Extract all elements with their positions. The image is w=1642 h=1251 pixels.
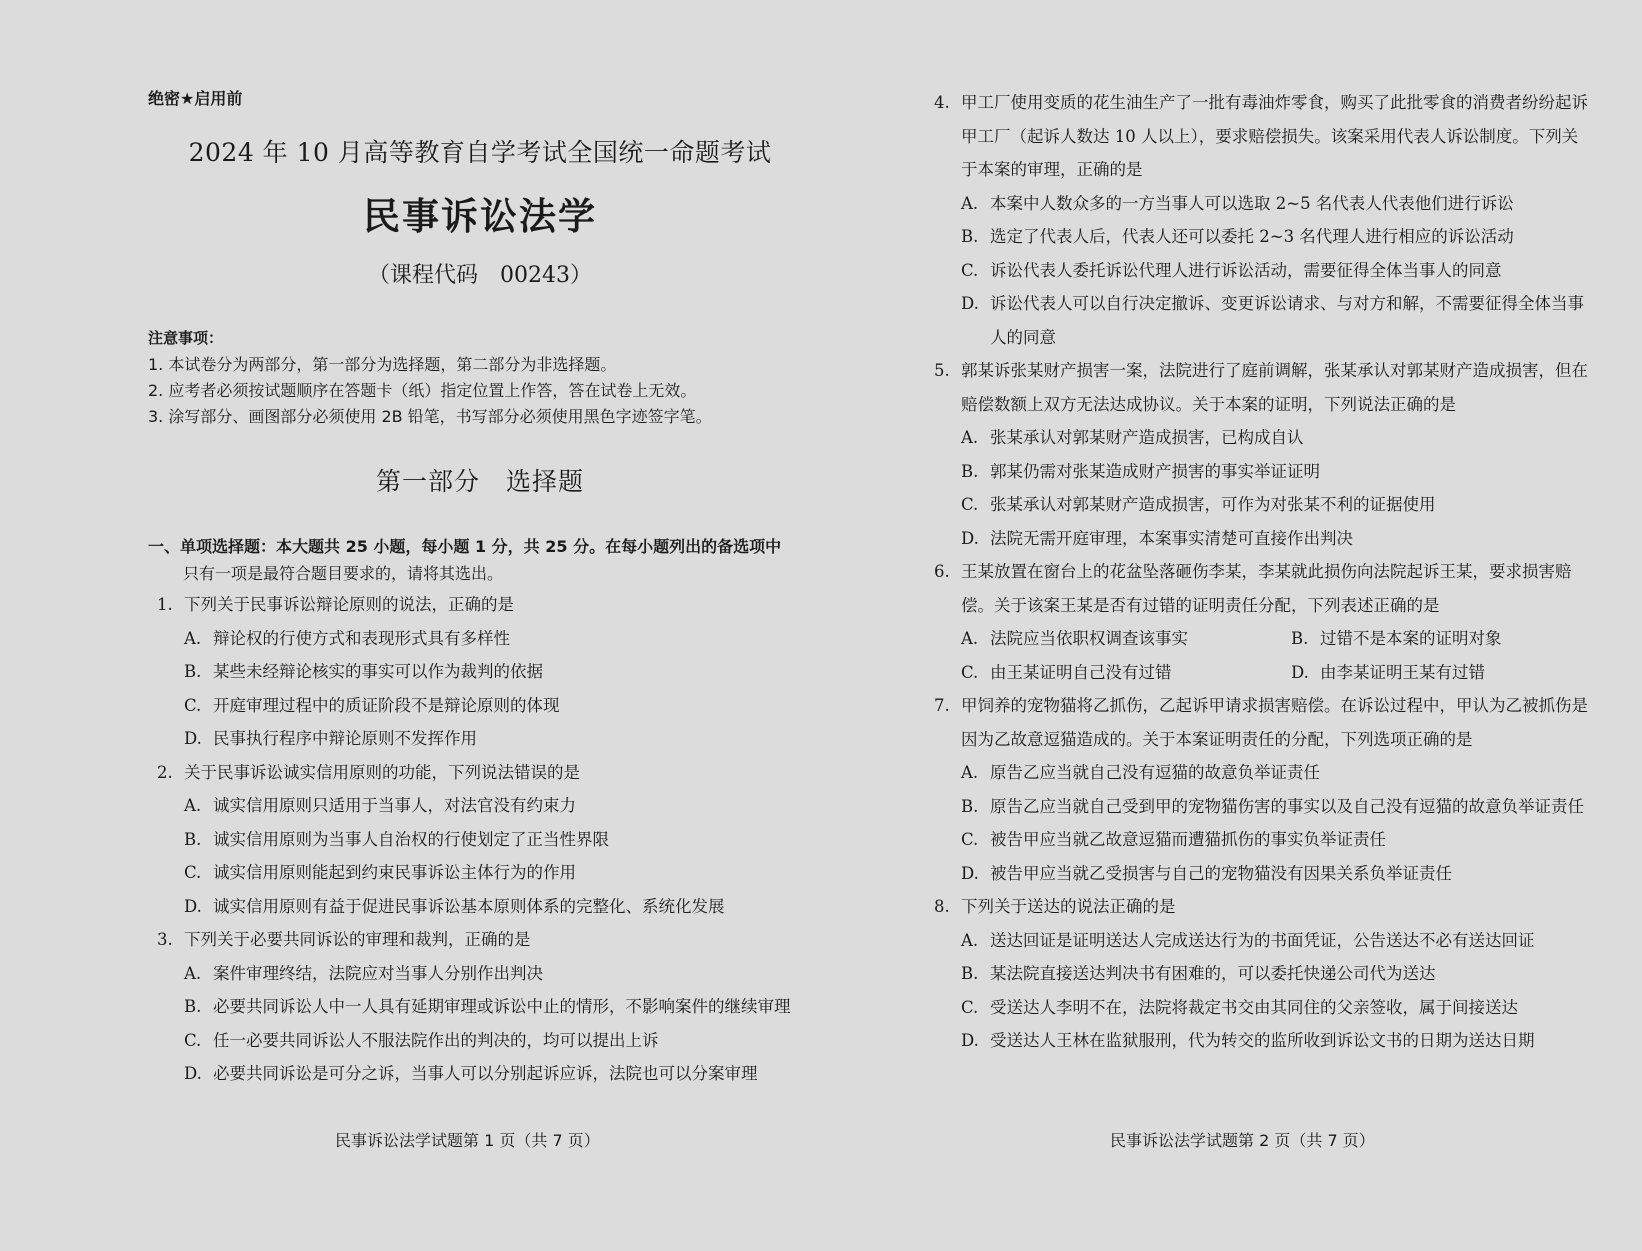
option-c: C. 诚实信用原则能起到约束民事诉讼主体行为的作用 — [184, 863, 576, 882]
question-3 — [157, 923, 837, 1091]
option-b: B. 诚实信用原则为当事人自治权的行使划定了正当性界限 — [184, 829, 609, 849]
question-stem: 甲饲养的宠物猫将乙抓伤，乙起诉甲请求损害赔偿。在诉讼过程中，甲认为乙被抓伤是因为乙故意逗猫造成的。关于本案证明责任的分配，下列选项正确的是 — [961, 696, 1588, 749]
notice-item: 2. 应考者必须按试题顺序在答题卡（纸）指定位置上作答，答在试卷上无效。 — [148, 381, 697, 400]
question-stem: 甲工厂使用变质的花生油生产了一批有毒油炸零食，购买了此批零食的消费者纷纷起诉甲工厂（起诉人数达 10 人以上），要求赔偿损失。该案采用代表人诉讼制度。下列关于本案的审理，正确的是 — [961, 93, 1588, 179]
option-b: B. 某法院直接送达判决书有困难的，可以委托快递公司代为送达 — [961, 964, 1436, 983]
question-1 — [157, 588, 837, 756]
option-row — [934, 622, 1594, 656]
option-c: C. 开庭审理过程中的质证阶段不是辩论原则的体现 — [184, 695, 560, 715]
option-b: B. 郭某仍需对张某造成财产损害的事实举证证明 — [961, 461, 1320, 481]
option-d: D. 由李某证明王某有过错 — [1291, 662, 1485, 682]
section-instructions — [148, 533, 828, 587]
option-b: B. 过错不是本案的证明对象 — [1291, 629, 1502, 648]
notice-item: 1. 本试卷分为两部分，第一部分为选择题，第二部分为非选择题。 — [148, 355, 617, 374]
option-a: A. 法院应当依职权调查该事实 — [961, 629, 1188, 648]
option-a: A. 案件审理终结，法院应对当事人分别作出判决 — [184, 963, 543, 983]
question-number: 6. — [934, 562, 950, 581]
question-number: 3. — [157, 930, 173, 949]
question-6 — [934, 555, 1594, 689]
page-footer: 民事诉讼法学试题第 2 页（共 7 页） — [1110, 1131, 1375, 1150]
option-d: D. 诚实信用原则有益于促进民事诉讼基本原则体系的完整化、系统化发展 — [184, 896, 725, 916]
option-c: C. 诉讼代表人委托诉讼代理人进行诉讼活动，需要征得全体当事人的同意 — [961, 260, 1502, 280]
question-list — [934, 86, 1594, 1058]
instructions-line: 一、单项选择题：本大题共 25 小题，每小题 1 分，共 25 分。在每小题列出的备选项中 — [148, 537, 782, 556]
option-d: D. 被告甲应当就乙受损害与自己的宠物猫没有因果关系负举证责任 — [961, 863, 1452, 883]
question-4 — [934, 86, 1594, 354]
option-a: A. 本案中人数众多的一方当事人可以选取 2~5 名代表人代表他们进行诉讼 — [961, 193, 1514, 213]
question-stem: 关于民事诉讼诚实信用原则的功能，下列说法错误的是 — [184, 762, 580, 782]
option-a: A. 原告乙应当就自己没有逗猫的故意负举证责任 — [961, 763, 1320, 782]
option-b: B. 必要共同诉讼人中一人具有延期审理或诉讼中止的情形，不影响案件的继续审理 — [184, 997, 791, 1016]
question-number: 5. — [934, 361, 950, 380]
question-number: 7. — [934, 696, 950, 715]
option-b: B. 原告乙应当就自己受到甲的宠物猫伤害的事实以及自己没有逗猫的故意负举证责任 — [961, 796, 1584, 816]
option-c: C. 张某承认对郭某财产造成损害，可作为对张某不利的证据使用 — [961, 495, 1436, 514]
option-c: C. 任一必要共同诉讼人不服法院作出的判决的，均可以提出上诉 — [184, 1030, 659, 1050]
option-a: A. 诚实信用原则只适用于当事人，对法官没有约束力 — [184, 796, 576, 815]
question-5 — [934, 354, 1594, 555]
option-d: D. 法院无需开庭审理，本案事实清楚可直接作出判决 — [961, 528, 1353, 548]
option-c: C. 被告甲应当就乙故意逗猫而遭猫抓伤的事实负举证责任 — [961, 830, 1386, 849]
option-c: C. 受送达人李明不在，法院将裁定书交由其同住的父亲签收，属于间接送达 — [961, 997, 1518, 1017]
question-number: 4. — [934, 93, 950, 112]
option-row — [934, 656, 1594, 690]
subject-title: 民事诉讼法学 — [363, 195, 597, 238]
option-a: A. 送达回证是证明送达人完成送达行为的书面凭证，公告送达不必有送达回证 — [961, 930, 1535, 950]
question-stem: 下列关于送达的说法正确的是 — [961, 897, 1176, 916]
option-b: B. 选定了代表人后，代表人还可以委托 2~3 名代理人进行相应的诉讼活动 — [961, 227, 1514, 246]
section-title: 第一部分 选择题 — [375, 467, 584, 496]
option-d: D. 必要共同诉讼是可分之诉，当事人可以分别起诉应诉，法院也可以分案审理 — [184, 1064, 758, 1083]
question-7 — [934, 689, 1594, 890]
notice-item: 3. 涂写部分、画图部分必须使用 2B 铅笔，书写部分必须使用黑色字迹签字笔。 — [148, 407, 712, 426]
instructions-line: 只有一项是最符合题目要求的，请将其选出。 — [183, 564, 504, 583]
option-d: D. 诉讼代表人可以自行决定撤诉、变更诉讼请求、与对方和解，不需要征得全体当事人的同意 — [961, 294, 1584, 347]
option-d: D. 受送达人王林在监狱服刑，代为转交的监所收到诉讼文书的日期为送达日期 — [961, 1031, 1535, 1050]
question-list — [157, 588, 837, 1091]
course-code: （课程代码 00243） — [368, 263, 592, 288]
option-a: A. 张某承认对郭某财产造成损害，已构成自认 — [961, 428, 1304, 447]
option-b: B. 某些未经辩论核实的事实可以作为裁判的依据 — [184, 662, 543, 681]
question-stem: 王某放置在窗台上的花盆坠落砸伤李某，李某就此损伤向法院起诉王某，要求损害赔偿。关于该案王某是否有过错的证明责任分配，下列表述正确的是 — [961, 562, 1572, 615]
notice-list — [148, 352, 712, 430]
exam-title: 2024 年 10 月高等教育自学考试全国统一命题考试 — [188, 138, 772, 167]
question-2 — [157, 756, 837, 924]
option-d: D. 民事执行程序中辩论原则不发挥作用 — [184, 729, 477, 748]
question-number: 1. — [157, 595, 173, 614]
exam-page-2 — [880, 0, 1642, 1251]
question-number: 8. — [934, 897, 950, 916]
page-footer: 民事诉讼法学试题第 1 页（共 7 页） — [335, 1131, 600, 1150]
question-8 — [934, 890, 1594, 1058]
notice-heading: 注意事项： — [148, 329, 224, 347]
question-number: 2. — [157, 762, 173, 782]
option-c: C. 由王某证明自己没有过错 — [961, 662, 1172, 682]
question-stem: 下列关于必要共同诉讼的审理和裁判，正确的是 — [184, 930, 531, 949]
confidential-label: 绝密★启用前 — [148, 89, 243, 108]
option-a: A. 辩论权的行使方式和表现形式具有多样性 — [184, 628, 510, 648]
question-stem: 下列关于民事诉讼辩论原则的说法，正确的是 — [184, 595, 514, 614]
question-stem: 郭某诉张某财产损害一案，法院进行了庭前调解，张某承认对郭某财产造成损害，但在赔偿数额上双方无法达成协议。关于本案的证明，下列说法正确的是 — [961, 361, 1588, 414]
